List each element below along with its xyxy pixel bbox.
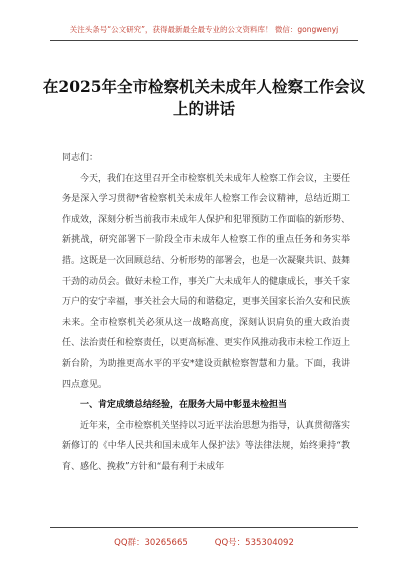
header-divider xyxy=(50,40,358,41)
body-paragraph: 近年来，全市检察机关坚持以习近平法治思想为指导，认真贯彻落实新修订的《中华人民共和国未成年人保护法》等法律法规，始终秉持“教育、感化、挽救”方针和“最有利于未成年 xyxy=(62,420,351,472)
salutation: 同志们： xyxy=(62,153,99,163)
document-body xyxy=(62,148,350,478)
document-title: 在2025年全市检察机关未成年人检察工作会议上的讲话 xyxy=(42,77,366,118)
footer-contact: QQ群：30265665 QQ号：535304092 xyxy=(114,538,294,548)
body-paragraph: 今天，我们在这里召开全市检察机关未成年人检察工作会议，主要任务是深入学习贯彻*省检察机关未成年人检察工作会议精神，总结近期工作成效，深刻分析当前我市未成年人保护和犯罪预防工作面临的新形势、新挑战，研究部署下一阶段全市未成年人检察工作的重点任务和务实举措。这既是一次回顾总结、分析形势的部署会，也是一次凝聚共识、鼓舞干劲的动员会。做好未检工作，事关广大未成年人的健康成长，事关千家万户的安宁幸福，事关社会大局的和谐稳定，更事关国家长治久安和民族未来。全市检察机关必须从这一战略高度，深刻认识肩负的重大政治责任、法治责任和检察责任，以更高标准、更实作风推动我市未检工作迈上新台阶，为助推更高水平的平安*建设贡献检察智慧和力量。下面，我讲四点意见。 xyxy=(62,173,351,390)
header-note: 关注头条号“公文研究”，获得最新最全最专业的公文资料库！ 微信：gongwenyj xyxy=(69,25,339,34)
footer-divider xyxy=(50,527,358,528)
section-heading: 一、肯定成绩总结经验，在服务大局中彰显未检担当 xyxy=(80,400,288,411)
